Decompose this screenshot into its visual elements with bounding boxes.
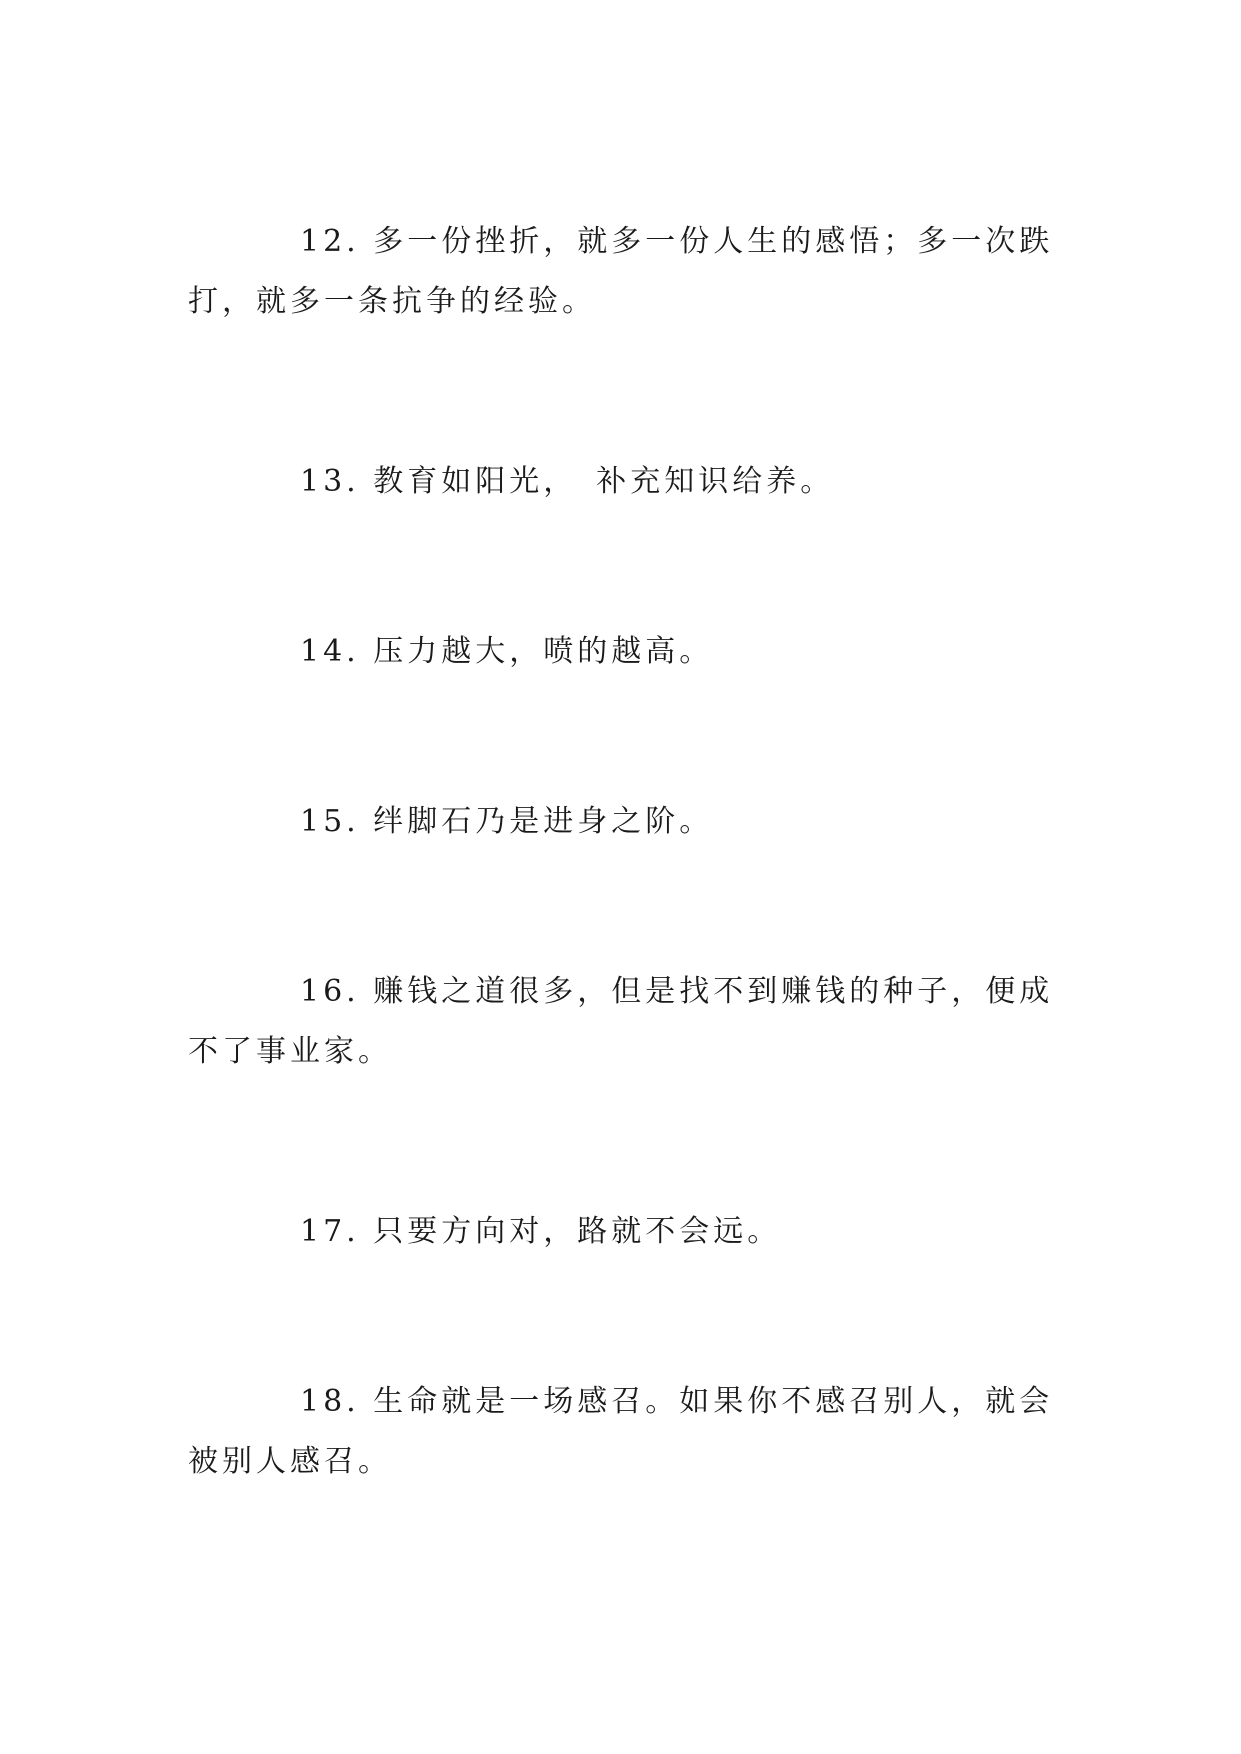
paragraph-16: 16. 赚钱之道很多，但是找不到赚钱的种子，便成不了事业家。 xyxy=(188,974,1054,1069)
paragraph-13: 13. 教育如阳光， 补充知识给养。 xyxy=(300,464,835,499)
paragraph-17: 17. 只要方向对，路就不会远。 xyxy=(300,1214,782,1249)
paragraph-14: 14. 压力越大，喷的越高。 xyxy=(300,634,714,669)
paragraph-12: 12. 多一份挫折，就多一份人生的感悟；多一次跌打，就多一条抗争的经验。 xyxy=(188,224,1054,319)
paragraph-18: 18. 生命就是一场感召。如果你不感召别人，就会被别人感召。 xyxy=(188,1384,1054,1479)
paragraph-15: 15. 绊脚石乃是进身之阶。 xyxy=(300,804,714,839)
